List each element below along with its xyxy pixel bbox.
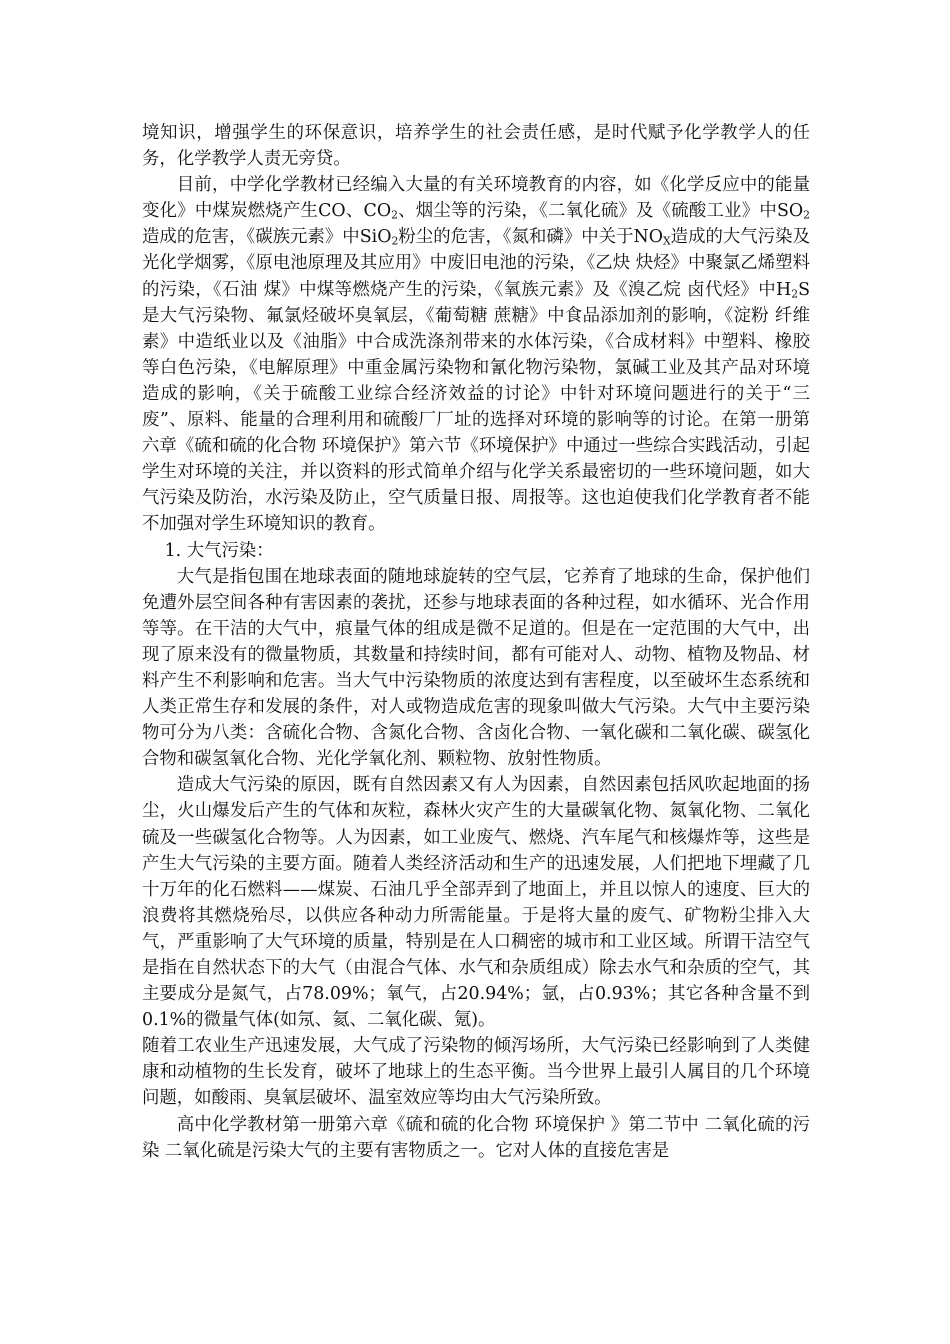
- text-run: 高中化学教材第一册第六章《硫和硫的化合物 环境保护 》第二节中 二氧化硫的污染 二氧化硫是污染大气的主要有害物质之一。它对人体的直接危害是: [142, 1114, 810, 1161]
- text-run: 大气是指包围在地球表面的随地球旋转的空气层，它养育了地球的生命，保护他们免遭外层空间各种有害因素的袭扰，还参与地球表面的各种过程，如水循环、光合作用等等。在干洁的大气中，痕量气体的组成是微不足道的。但是在一定范围的大气中，出现了原来没有的微量物质，其数量和持续时间，都有可能对人、动物、植物及物品、材料产生不利影响和危害。当大气中污染物质的浓度达到有害程度，以至破坏生态系统和人类正常生存和发展的条件，对人或物造成危害的现象叫做大气污染。大气中主要污染物可分为八类：含硫化合物、含氮化合物、含卤化合物、一氧化碳和二氧化碳、碳氢化合物和碳氢氧化合物、光化学氧化剂、颗粒物、放射性物质。: [142, 566, 810, 770]
- text-run: 造成的危害，《碳族元素》中SiO: [142, 227, 392, 248]
- document-page: [142, 120, 810, 1164]
- subscript: 2: [803, 208, 810, 222]
- subscript: 2: [791, 286, 799, 300]
- text-run: 粉尘的危害，《氮和磷》中关于NO: [398, 227, 663, 248]
- paragraph-intro-end: [142, 120, 810, 172]
- paragraph-pollution-causes: [142, 772, 810, 1033]
- text-run: S是大气污染物、氟氯烃破坏臭氧层，《葡萄糖 蔗糖》中食品添加剂的影响，《淀粉 纤维素》中造纸业以及《油脂》中合成洗涤剂带来的水体污染，《合成材料》中塑料、橡胶等白色污染，《电解原理》中重金属污染物和氰化物污染物，氯碱工业及其产品对环境造成的影响，《关于硫酸工业综合经济效益的讨论》中针对环境问题进行的关于“三废”、原料、能量的合理利用和硫酸厂厂址的选择对环境的影响等的讨论。在第一册第六章《硫和硫的化合物 环境保护》第六节《环境保护》中通过一些综合实践活动，引起学生对环境的关注，并以资料的形式简单介绍与化学关系最密切的一些环境问题，如大气污染及防治，水污染及防止，空气质量日报、周报等。这也迫使我们化学教育者不能不加强对学生环境知识的教育。: [142, 279, 810, 535]
- text-run: 境知识，增强学生的环保意识，培养学生的社会责任感，是时代赋予化学教学人的任务，化学教学人责无旁贷。: [142, 123, 810, 170]
- text-run: 造成大气污染的原因，既有自然因素又有人为因素，自然因素包括风吹起地面的扬尘，火山爆发后产生的气体和灰粒，森林火灾产生的大量碳氧化物、氮氧化物、二氧化硫及一些碳氢化合物等。人为因素，如工业废气、燃烧、汽车尾气和核爆炸等，这些是产生大气污染的主要方面。随着人类经济活动和生产的迅速发展，人们把地下埋藏了几十万年的化石燃料——煤炭、石油几乎全部弄到了地面上，并且以惊人的速度、巨大的浪费将其燃烧殆尽，以供应各种动力所需能量。于是将大量的废气、矿物粉尘排入大气，严重影响了大气环境的质量，特别是在人口稠密的城市和工业区域。所谓干洁空气是指在自然状态下的大气（由混合气体、水气和杂质组成）除去水气和杂质的空气，其主要成分是氮气，占78.09%；氧气，占20.94%；氩，占0.93%；其它各种含量不到0.1%的微量气体(如氖、氦、二氧化碳、氪)。: [142, 775, 810, 1031]
- text-run: 造成的大气污染及光化学烟雾，《原电池原理及其应用》中废旧电池的污染，《乙炔 炔烃》中聚氯乙烯塑料的污染，《石油 煤》中煤等燃烧产生的污染，《氧族元素》及《溴乙烷 卤代烃》中H: [142, 227, 810, 300]
- paragraph-textbook-content: [142, 172, 810, 537]
- text-run: 、烟尘等的污染，《二氧化硫》及《硫酸工业》中SO: [397, 201, 804, 222]
- subscript: 2: [391, 234, 399, 248]
- subscript: X: [662, 234, 671, 248]
- paragraph-air-definition: [142, 564, 810, 773]
- text-run: 1. 大气污染：: [164, 540, 274, 561]
- text-run: 随着工农业生产迅速发展，大气成了污染物的倾泻场所，大气污染已经影响到了人类健康和动植物的生长发育，破坏了地球上的生态平衡。当今世界上最引人属目的几个环境问题，如酸雨、臭氧层破坏、温室效应等均由大气污染所致。: [142, 1036, 810, 1109]
- section-heading-air-pollution: [142, 538, 810, 564]
- paragraph-environmental-problems: [142, 1033, 810, 1111]
- paragraph-sulfur-dioxide: [142, 1112, 810, 1164]
- text-run: 目前，中学化学教材已经编入大量的有关环境教育的内容，如《化学反应中的能量变化》中煤炭燃烧产生CO、CO: [142, 175, 810, 222]
- subscript: 2: [391, 208, 398, 222]
